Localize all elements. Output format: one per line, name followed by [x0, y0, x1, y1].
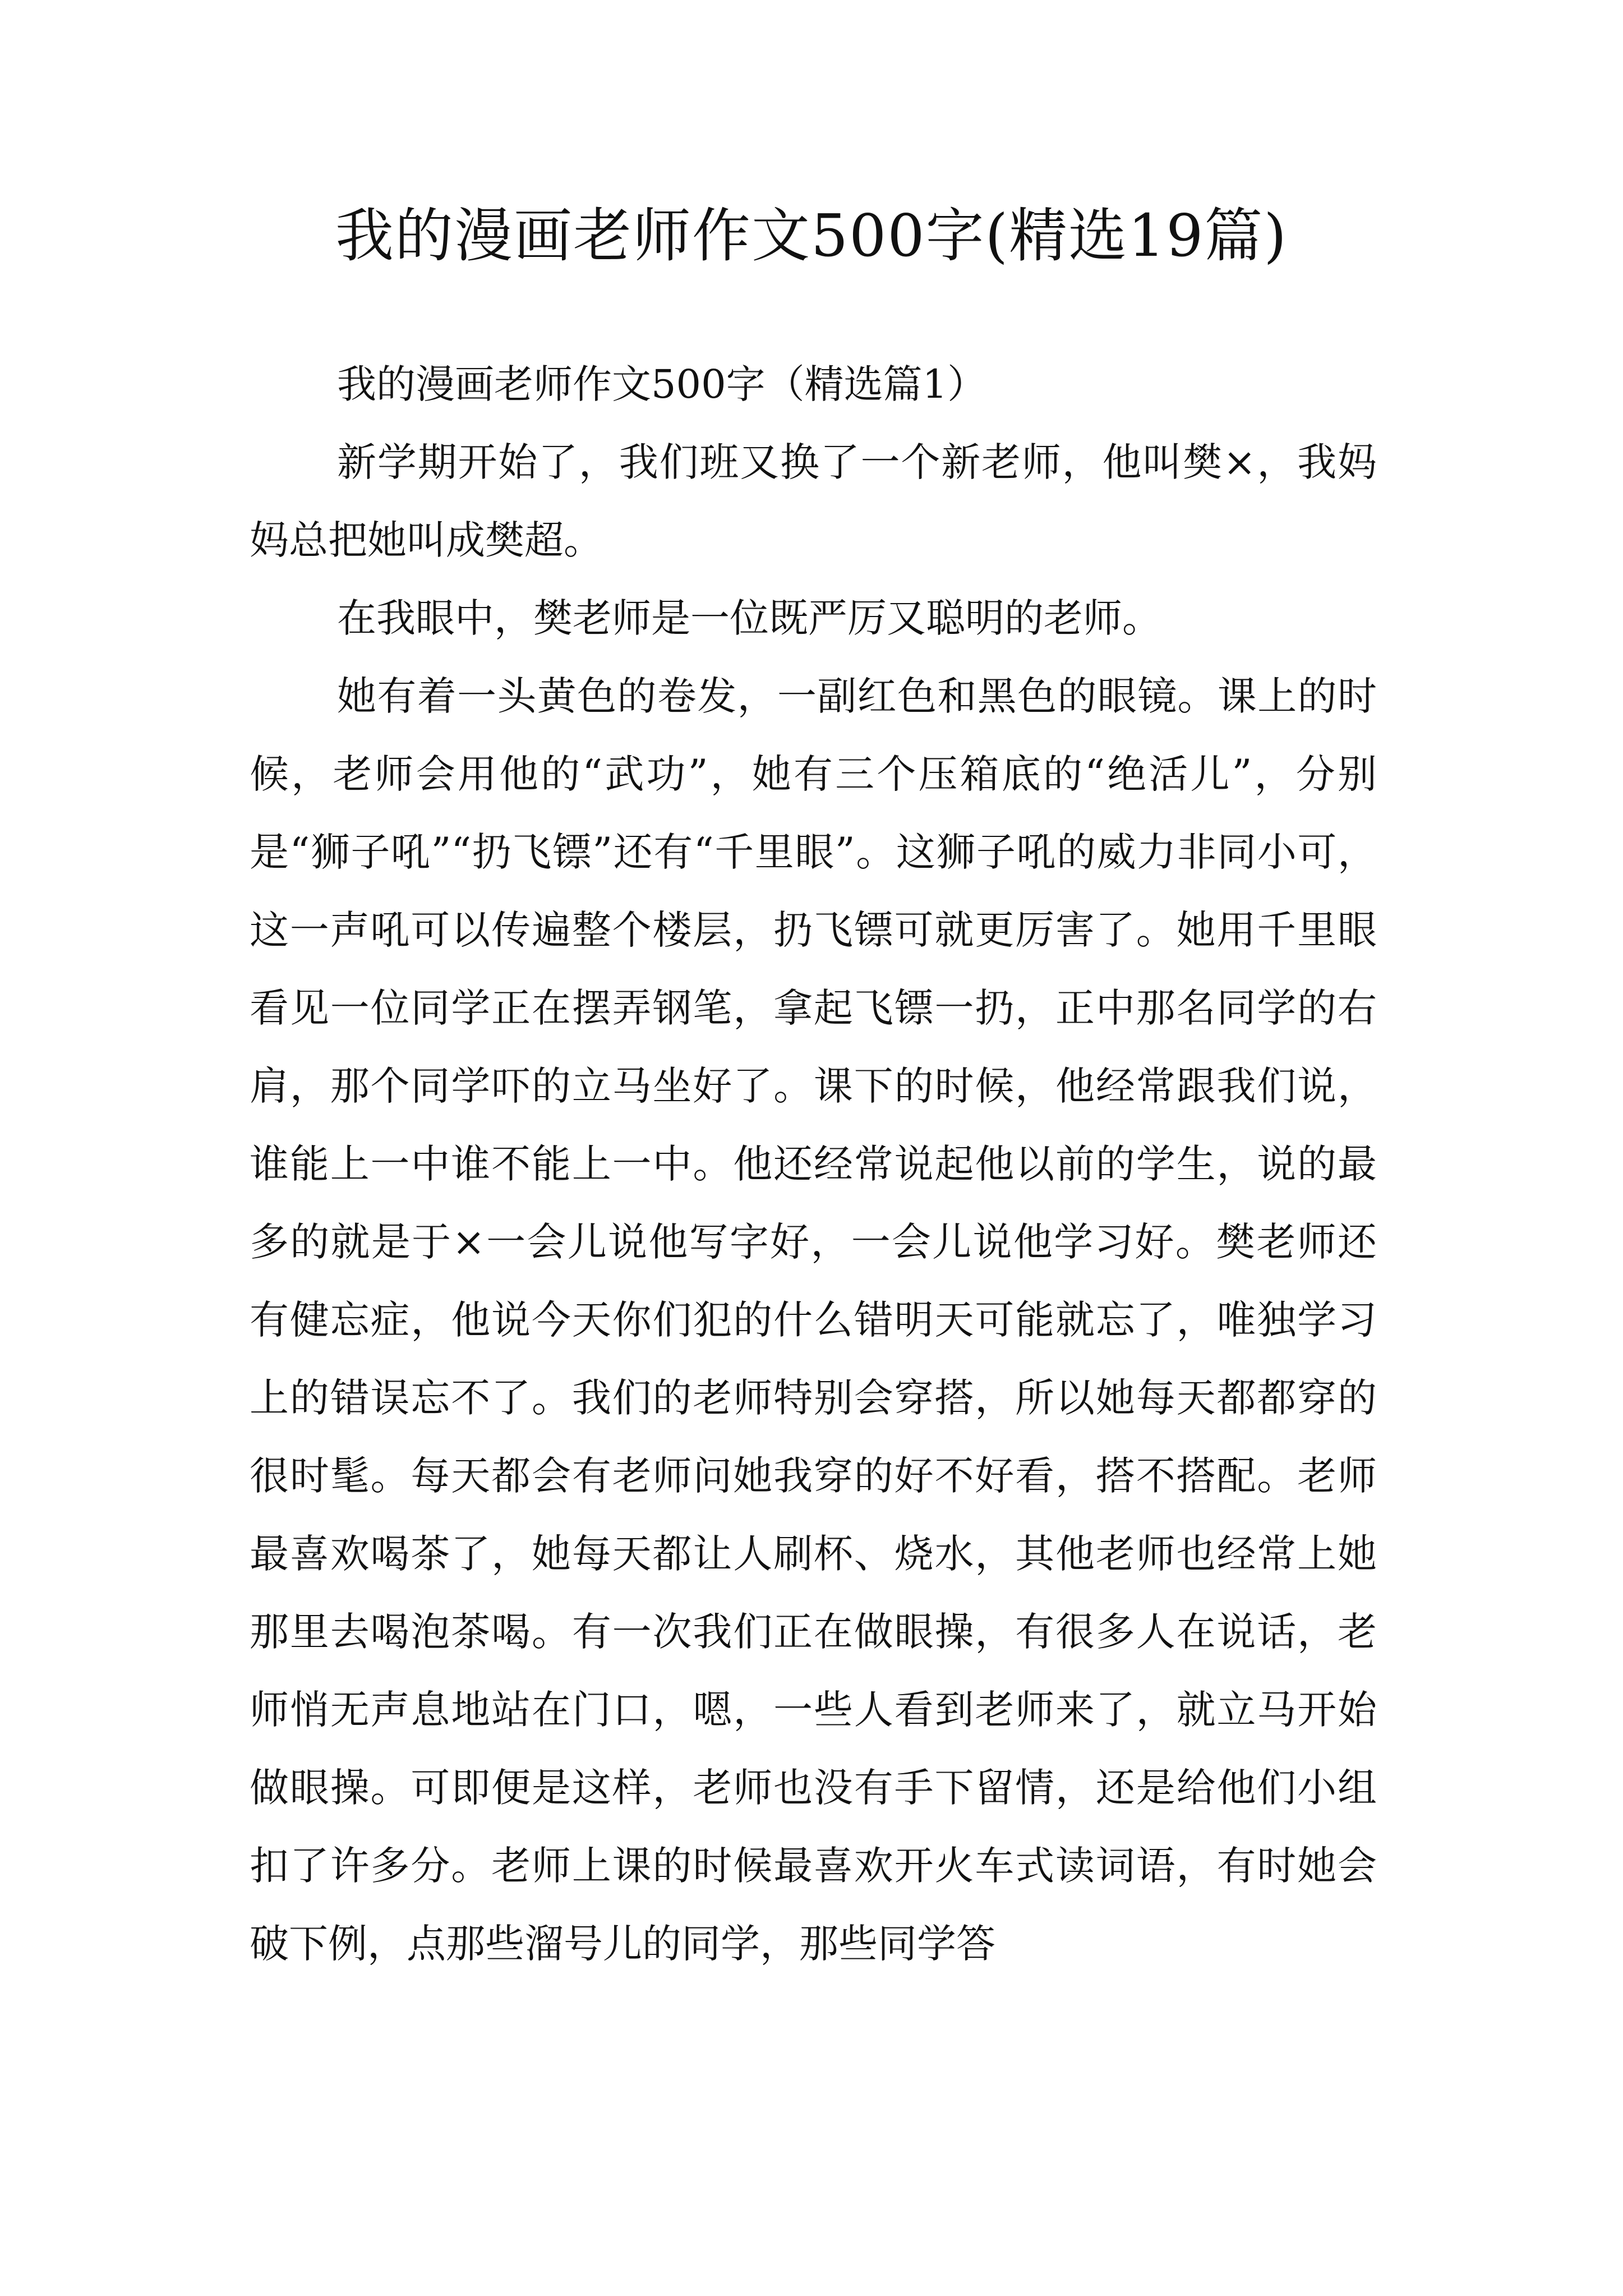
paragraph: 她有着一头黄色的卷发，一副红色和黑色的眼镜。课上的时候，老师会用他的“武功”，她有三个压箱底的“绝活儿”，分别是“狮子吼”“扔飞镖”还有“千里眼”。这狮子吼的威力非同小可，这一声吼可以传遍整个楼层，扔飞镖可就更厉害了。她用千里眼看见一位同学正在摆弄钢笔，拿起飞镖一扔，正中那名同学的右肩，那个同学吓的立马坐好了。课下的时候，他经常跟我们说，谁能上一中谁不能上一中。他还经常说起他以前的学生，说的最多的就是于×一会儿说他写字好，一会儿说他学习好。樊老师还有健忘症，他说今天你们犯的什么错明天可能就忘了，唯独学习上的错误忘不了。我们的老师特别会穿搭，所以她每天都都穿的很时髦。每天都会有老师问她我穿的好不好看，搭不搭配。老师最喜欢喝茶了，她每天都让人刷杯、烧水，其他老师也经常上她那里去喝泡茶喝。有一次我们正在做眼操，有很多人在说话，老师悄无声息地站在门口，嗯，一些人看到老师来了，就立马开始做眼操。可即便是这样，老师也没有手下留情，还是给他们小组扣了许多分。老师上课的时候最喜欢开火车式读词语，有时她会破下例，点那些溜号儿的同学，那些同学答 [250, 673, 1377, 1967]
document-title: 我的漫画老师作文500字(精选19篇) [335, 201, 1288, 270]
paragraph: 新学期开始了，我们班又换了一个新老师，他叫樊×，我妈妈总把她叫成樊超。 [250, 439, 1377, 563]
document-body [250, 346, 1377, 1983]
paragraph: 在我眼中，樊老师是一位既严厉又聪明的老师。 [337, 595, 1161, 641]
paragraph-section-heading: 我的漫画老师作文500字（精选篇1） [337, 361, 987, 407]
